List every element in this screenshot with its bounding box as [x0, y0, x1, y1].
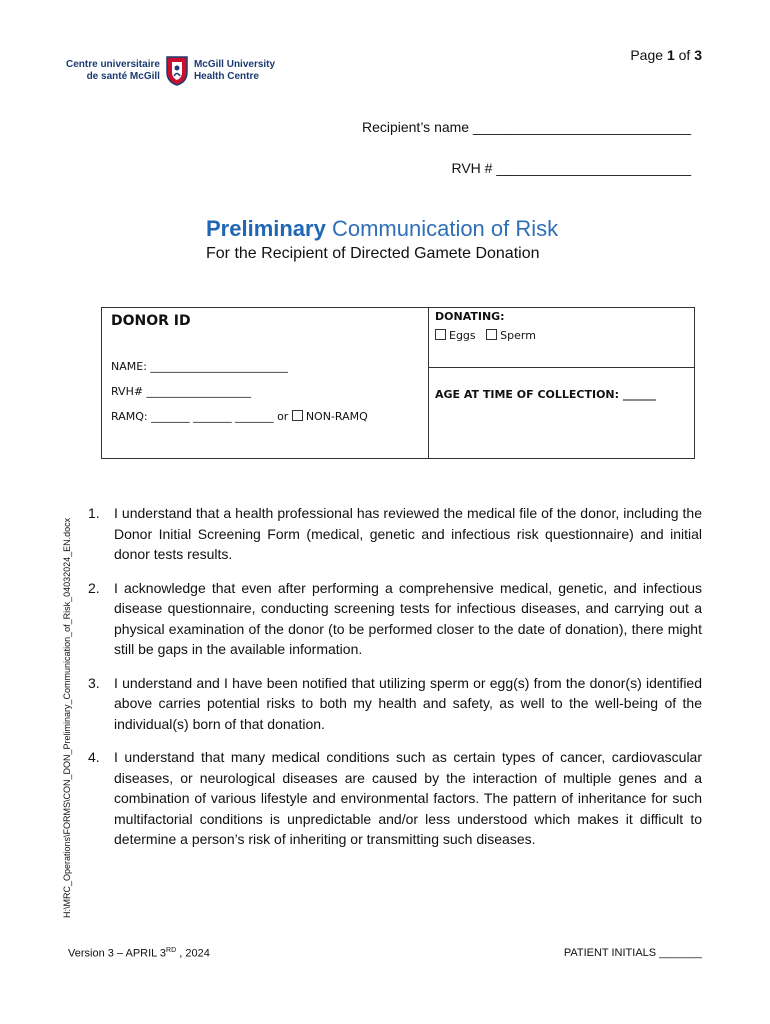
- page-number: Page 1 of 3: [630, 47, 702, 63]
- logo-text-fr-2: de santé McGill: [86, 71, 160, 82]
- muhc-logo: [66, 56, 275, 86]
- eggs-label: Eggs: [449, 329, 476, 342]
- ramq-label: RAMQ: _______ _______ _______ or: [111, 410, 289, 423]
- donating-label: DONATING:: [435, 310, 505, 323]
- page-title: [206, 216, 558, 242]
- list-item: 1. I understand that a health professional has reviewed the medical file of the donor, including the Donor Initial Screening Form (medical, genetic and infectious risk questionnaire) and initial donor tests results.: [88, 505, 702, 562]
- list-item: 3. I understand and I have been notified that utilizing sperm or egg(s) from the donor(s) identified above carries potential risks to both my health and safety, as well to the well-being of the individual(s) born of that donation.: [88, 674, 702, 732]
- acknowledgement-list: [88, 503, 702, 863]
- donor-name-field[interactable]: NAME: _________________________: [111, 360, 288, 373]
- donating-options: [435, 329, 536, 342]
- list-item: 2. I acknowledge that even after performing a comprehensive medical, genetic, and infectious disease questionnaire, conducting screening tests for infectious diseases, and carrying out a physical examination of the donor (to be performed closer to the date of donation), there might still be gaps in the available information.: [88, 579, 702, 657]
- donor-rvh-field[interactable]: RVH# ___________________: [111, 385, 252, 398]
- recipient-rvh-line[interactable]: RVH # _________________________: [451, 160, 691, 176]
- non-ramq-label: NON-RAMQ: [305, 410, 368, 423]
- version-footer: Version 3 – APRIL 3RD , 2024: [68, 947, 210, 960]
- age-at-collection-field[interactable]: AGE AT TIME OF COLLECTION: ______: [435, 388, 656, 401]
- patient-initials-field[interactable]: PATIENT INITIALS _______: [563, 947, 702, 959]
- non-ramq-checkbox[interactable]: [292, 410, 303, 421]
- file-path-vertical: H:\MRC_Operations\FORMS\CON_DON_Preliminary_Communication_of_Risk_04032024_EN.docx: [62, 517, 72, 918]
- logo-text-en-2: Health Centre: [193, 71, 259, 82]
- logo-text-fr-1: Centre universitaire: [66, 59, 160, 70]
- donor-id-label: DONOR ID: [111, 313, 191, 329]
- page-subtitle: For the Recipient of Directed Gamete Donation: [206, 245, 540, 262]
- sperm-label: Sperm: [500, 329, 536, 342]
- list-item: 4. I understand that many medical conditions such as certain types of cancer, cardiovascular diseases, or neurological diseases are caused by the interaction of multiple genes and a combination of various lifestyle and environmental factors. The pattern of inheritance for such multifactorial conditions is unpredictable and/or less understood which makes it difficult to determine a person’s risk of inheriting or transmitting such diseases.: [88, 749, 702, 847]
- title-rest: Communication of Risk: [325, 216, 559, 241]
- title-bold: Preliminary: [206, 216, 326, 241]
- logo-text-en-1: McGill University: [193, 59, 276, 70]
- mcgill-shield-icon: [166, 56, 188, 86]
- recipient-name-line[interactable]: Recipient’s name ____________________________: [361, 119, 691, 135]
- donor-info-box: [101, 307, 695, 459]
- donor-ramq-field[interactable]: [111, 410, 368, 423]
- box-divider-vertical: [428, 308, 429, 458]
- sperm-checkbox[interactable]: [486, 329, 497, 340]
- box-divider-horizontal: [428, 367, 694, 368]
- eggs-checkbox[interactable]: [435, 329, 446, 340]
